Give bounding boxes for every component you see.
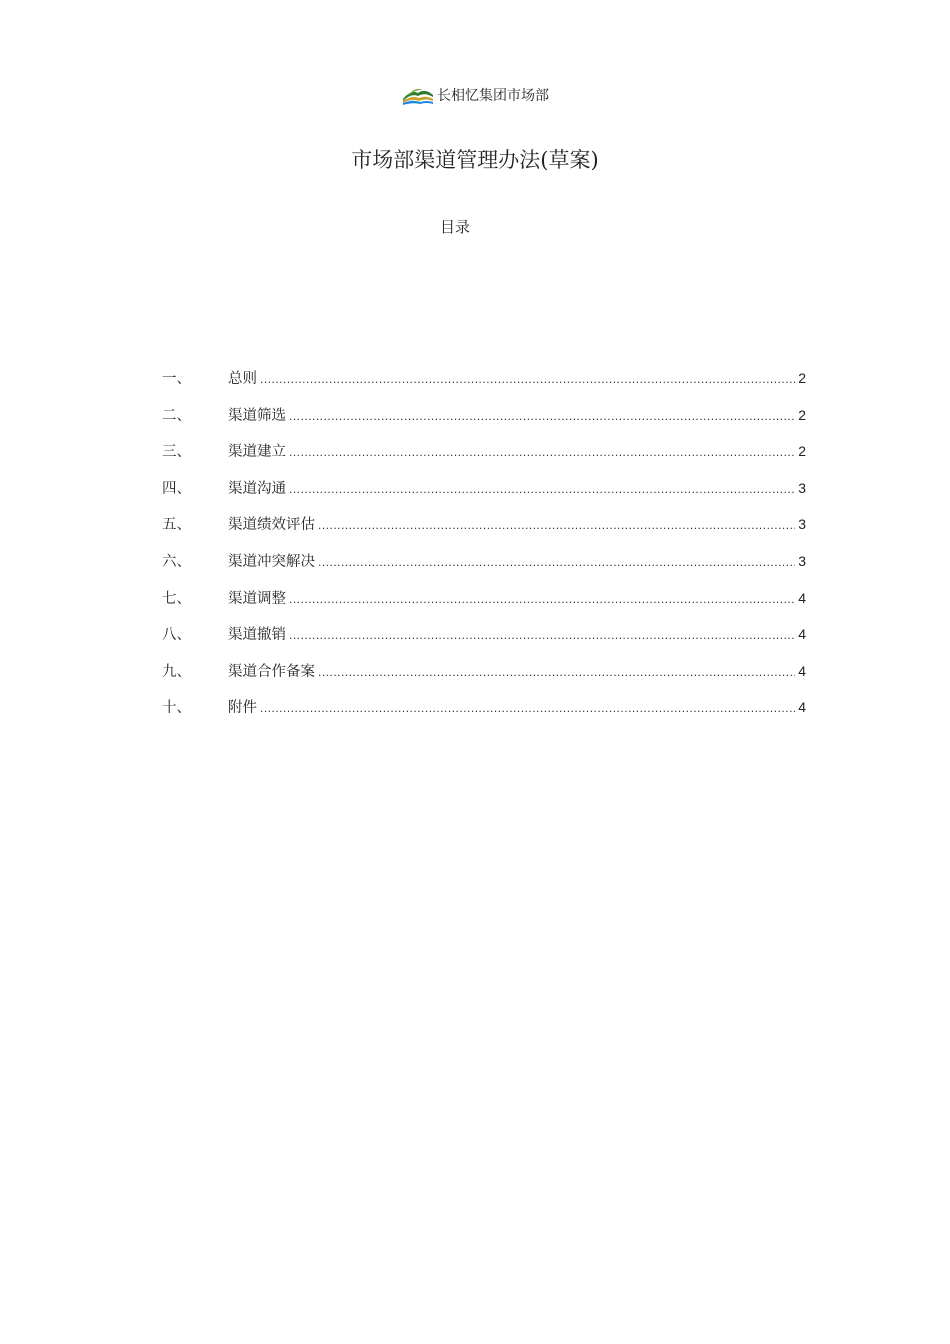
toc-entry-page: 3 — [798, 516, 806, 533]
toc-dot-leader — [289, 587, 795, 611]
toc-entry-label[interactable]: 渠道合作备案 — [228, 663, 315, 680]
toc-entry-label[interactable]: 总则 — [228, 371, 257, 387]
toc-entry-page: 2 — [798, 406, 806, 423]
toc-entry[interactable] — [162, 695, 806, 732]
toc-dot-leader — [318, 550, 795, 574]
toc-entry-page: 4 — [798, 662, 806, 679]
header-org-name: 长相忆集团市场部 — [437, 88, 549, 104]
toc-entry-label[interactable]: 渠道调整 — [228, 590, 286, 607]
toc-entry-label[interactable]: 渠道沟通 — [228, 480, 286, 497]
toc-entry-label[interactable]: 渠道绩效评估 — [228, 517, 315, 534]
toc-entry-label[interactable]: 渠道撤销 — [228, 627, 286, 644]
toc-entry[interactable] — [162, 366, 806, 403]
toc-entry[interactable] — [162, 622, 806, 659]
toc-dot-leader — [289, 623, 795, 647]
toc-dot-leader — [289, 440, 795, 464]
toc-entry-number: 五、 — [162, 517, 191, 534]
toc-dot-leader — [260, 367, 795, 391]
toc-entry-label[interactable]: 渠道建立 — [228, 444, 286, 461]
toc-entry-label[interactable]: 渠道筛选 — [228, 407, 286, 424]
toc-entry[interactable] — [162, 549, 806, 586]
toc-entry-number: 九、 — [162, 663, 191, 680]
toc-dot-leader — [289, 404, 795, 428]
toc-entry-number: 十、 — [162, 700, 191, 717]
toc-entry-number: 七、 — [162, 590, 191, 607]
page-header — [0, 84, 950, 108]
toc-entry-number: 八、 — [162, 627, 191, 644]
toc-entry[interactable] — [162, 586, 806, 623]
mountain-landscape-logo-icon — [401, 84, 435, 108]
toc-entry-number: 一、 — [162, 371, 191, 387]
table-of-contents — [162, 366, 806, 732]
document-title: 市场部渠道管理办法(草案) — [351, 148, 599, 172]
toc-entry-page: 3 — [798, 479, 806, 496]
toc-dot-leader — [289, 477, 795, 501]
toc-entry-number: 四、 — [162, 480, 191, 497]
toc-entry[interactable] — [162, 659, 806, 696]
toc-entry-page: 4 — [798, 589, 806, 606]
toc-entry[interactable] — [162, 512, 806, 549]
toc-entry[interactable] — [162, 476, 806, 513]
toc-entry-number: 二、 — [162, 407, 191, 424]
toc-entry-label[interactable]: 渠道冲突解决 — [228, 553, 315, 570]
toc-dot-leader — [318, 513, 795, 537]
toc-dot-leader — [318, 660, 795, 684]
toc-entry-number: 六、 — [162, 553, 191, 570]
toc-heading: 目录 — [439, 218, 470, 236]
toc-entry-page: 3 — [798, 552, 806, 569]
toc-entry-page: 2 — [798, 443, 806, 460]
toc-entry-number: 三、 — [162, 444, 191, 461]
toc-entry[interactable] — [162, 439, 806, 476]
toc-entry-page: 4 — [798, 626, 806, 643]
toc-entry[interactable] — [162, 403, 806, 440]
toc-entry-label[interactable]: 附件 — [228, 700, 257, 717]
toc-entry-page: 4 — [798, 699, 806, 716]
toc-entry-page: 2 — [798, 370, 806, 386]
toc-dot-leader — [260, 696, 795, 720]
